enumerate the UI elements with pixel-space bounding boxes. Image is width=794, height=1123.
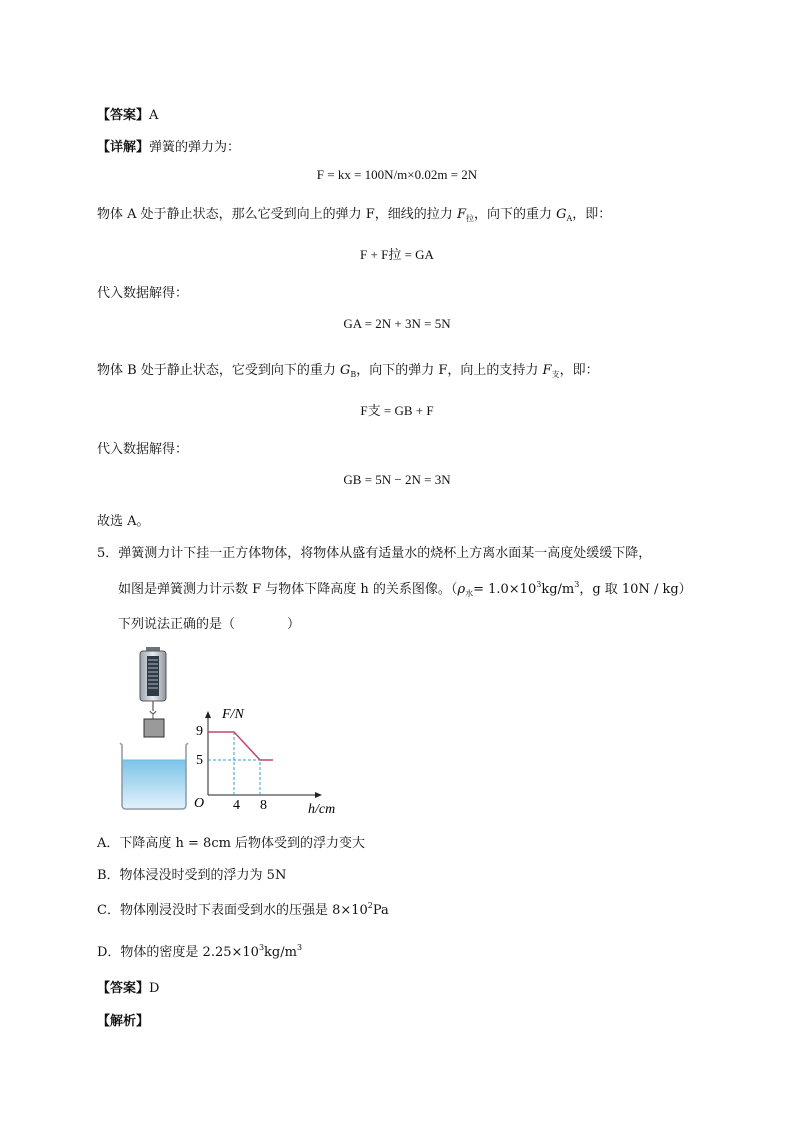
- rho-sub: 水: [465, 589, 474, 598]
- rho-unit: kg/m: [541, 582, 575, 597]
- cube-object: [144, 719, 164, 737]
- answer-2-label: 【答案】: [97, 981, 150, 996]
- option-c-exp: 2: [367, 901, 373, 910]
- force-height-graph: [194, 707, 335, 817]
- question-number: 5．: [97, 546, 119, 561]
- answer-value: A: [149, 108, 159, 123]
- rho-value: = 1.0×10: [473, 582, 537, 597]
- question-figure: [110, 645, 370, 825]
- y-tick-5: 5: [196, 753, 203, 768]
- question-5-line-2: [118, 578, 692, 599]
- answer-line-2: [97, 977, 159, 996]
- beaker-icon: [120, 743, 188, 809]
- gb-sub: B: [350, 370, 357, 379]
- origin-label: O: [194, 796, 205, 811]
- object-a-text-2: ，向下的重力: [473, 207, 557, 222]
- equation-2: F + F拉 = GA: [360, 247, 434, 262]
- g-text: ，g 取 10N / kg）: [579, 582, 692, 597]
- x-tick-4: 4: [233, 798, 240, 813]
- analysis-label: 【解析】: [97, 1014, 150, 1029]
- rho-unit-exp: 3: [574, 580, 580, 589]
- f-sub: 拉: [465, 214, 474, 223]
- equation-3: GA = 2N + 3N = 5N: [343, 316, 451, 331]
- x-tick-8: 8: [260, 798, 267, 813]
- detail-text: 弹簧的弹力为：: [149, 140, 241, 155]
- option-c-text: C．物体刚浸没时下表面受到水的压强是 8×10: [97, 903, 368, 918]
- fzhi-sub: 支: [551, 370, 560, 379]
- object-b-line: [97, 359, 599, 380]
- x-axis-label: h/cm: [308, 802, 336, 817]
- equation-5: GB = 5N − 2N = 3N: [343, 472, 451, 487]
- answer-line-1: [97, 104, 158, 123]
- object-a-text-1: 物体 A 处于静止状态，那么它受到向上的弹力 F，细线的拉力: [97, 207, 457, 222]
- substitute-line-2: 代入数据解得：: [97, 442, 189, 457]
- conclusion-line: 故选 A。: [97, 514, 150, 529]
- option-d-unit: kg/m: [264, 945, 297, 960]
- series-line-0: [208, 732, 273, 760]
- option-d-unit-exp: 3: [296, 943, 303, 952]
- option-a: A．下降高度 h = 8cm 后物体受到的浮力变大: [97, 836, 366, 851]
- f-symbol: F: [456, 207, 466, 222]
- rho-symbol: ρ: [457, 582, 466, 597]
- y-axis-label: F/N: [222, 707, 244, 722]
- g-sub: A: [566, 214, 573, 223]
- option-d: [97, 941, 302, 960]
- detail-line: [97, 136, 240, 155]
- rho-exp: 3: [536, 580, 542, 589]
- object-b-text-3: ，即：: [559, 363, 599, 378]
- g-symbol: G: [556, 207, 567, 222]
- object-b-text-2: ，向下的弹力 F，向上的支持力: [356, 363, 543, 378]
- detail-label: 【详解】: [97, 140, 150, 155]
- object-b-text-1: 物体 B 处于静止状态，它受到向下的重力: [97, 363, 340, 378]
- fzhi-symbol: F: [542, 363, 552, 378]
- option-d-text: D．物体的密度是 2.25×10: [97, 945, 259, 960]
- equation-4: F支 = GB + F: [360, 403, 434, 418]
- question-5-line-3: 下列说法正确的是（ ）: [118, 617, 301, 632]
- object-a-line: [97, 203, 611, 224]
- question-5-line-1: [97, 542, 651, 561]
- substitute-line-1: 代入数据解得：: [97, 286, 189, 301]
- gb-symbol: G: [339, 363, 351, 378]
- question-text-1: 弹簧测力计下挂一正方体物体，将物体从盛有适量水的烧杯上方离水面某一高度处缓缓下降，: [118, 546, 652, 561]
- answer-2-value: D: [149, 981, 160, 996]
- option-d-exp: 3: [258, 943, 265, 952]
- object-a-text-3: ，即：: [572, 207, 612, 222]
- equation-1: F = kx = 100N/m×0.02m = 2N: [316, 167, 478, 182]
- question-text-2: 如图是弹簧测力计示数 F 与物体下降高度 h 的关系图像。（: [118, 582, 458, 597]
- spring-balance-icon: [140, 647, 166, 719]
- y-tick-9: 9: [196, 724, 203, 739]
- option-c: [97, 899, 389, 918]
- option-c-unit: Pa: [372, 903, 389, 918]
- option-b: B．物体浸没时受到的浮力为 5N: [97, 868, 287, 883]
- answer-label: 【答案】: [97, 108, 150, 123]
